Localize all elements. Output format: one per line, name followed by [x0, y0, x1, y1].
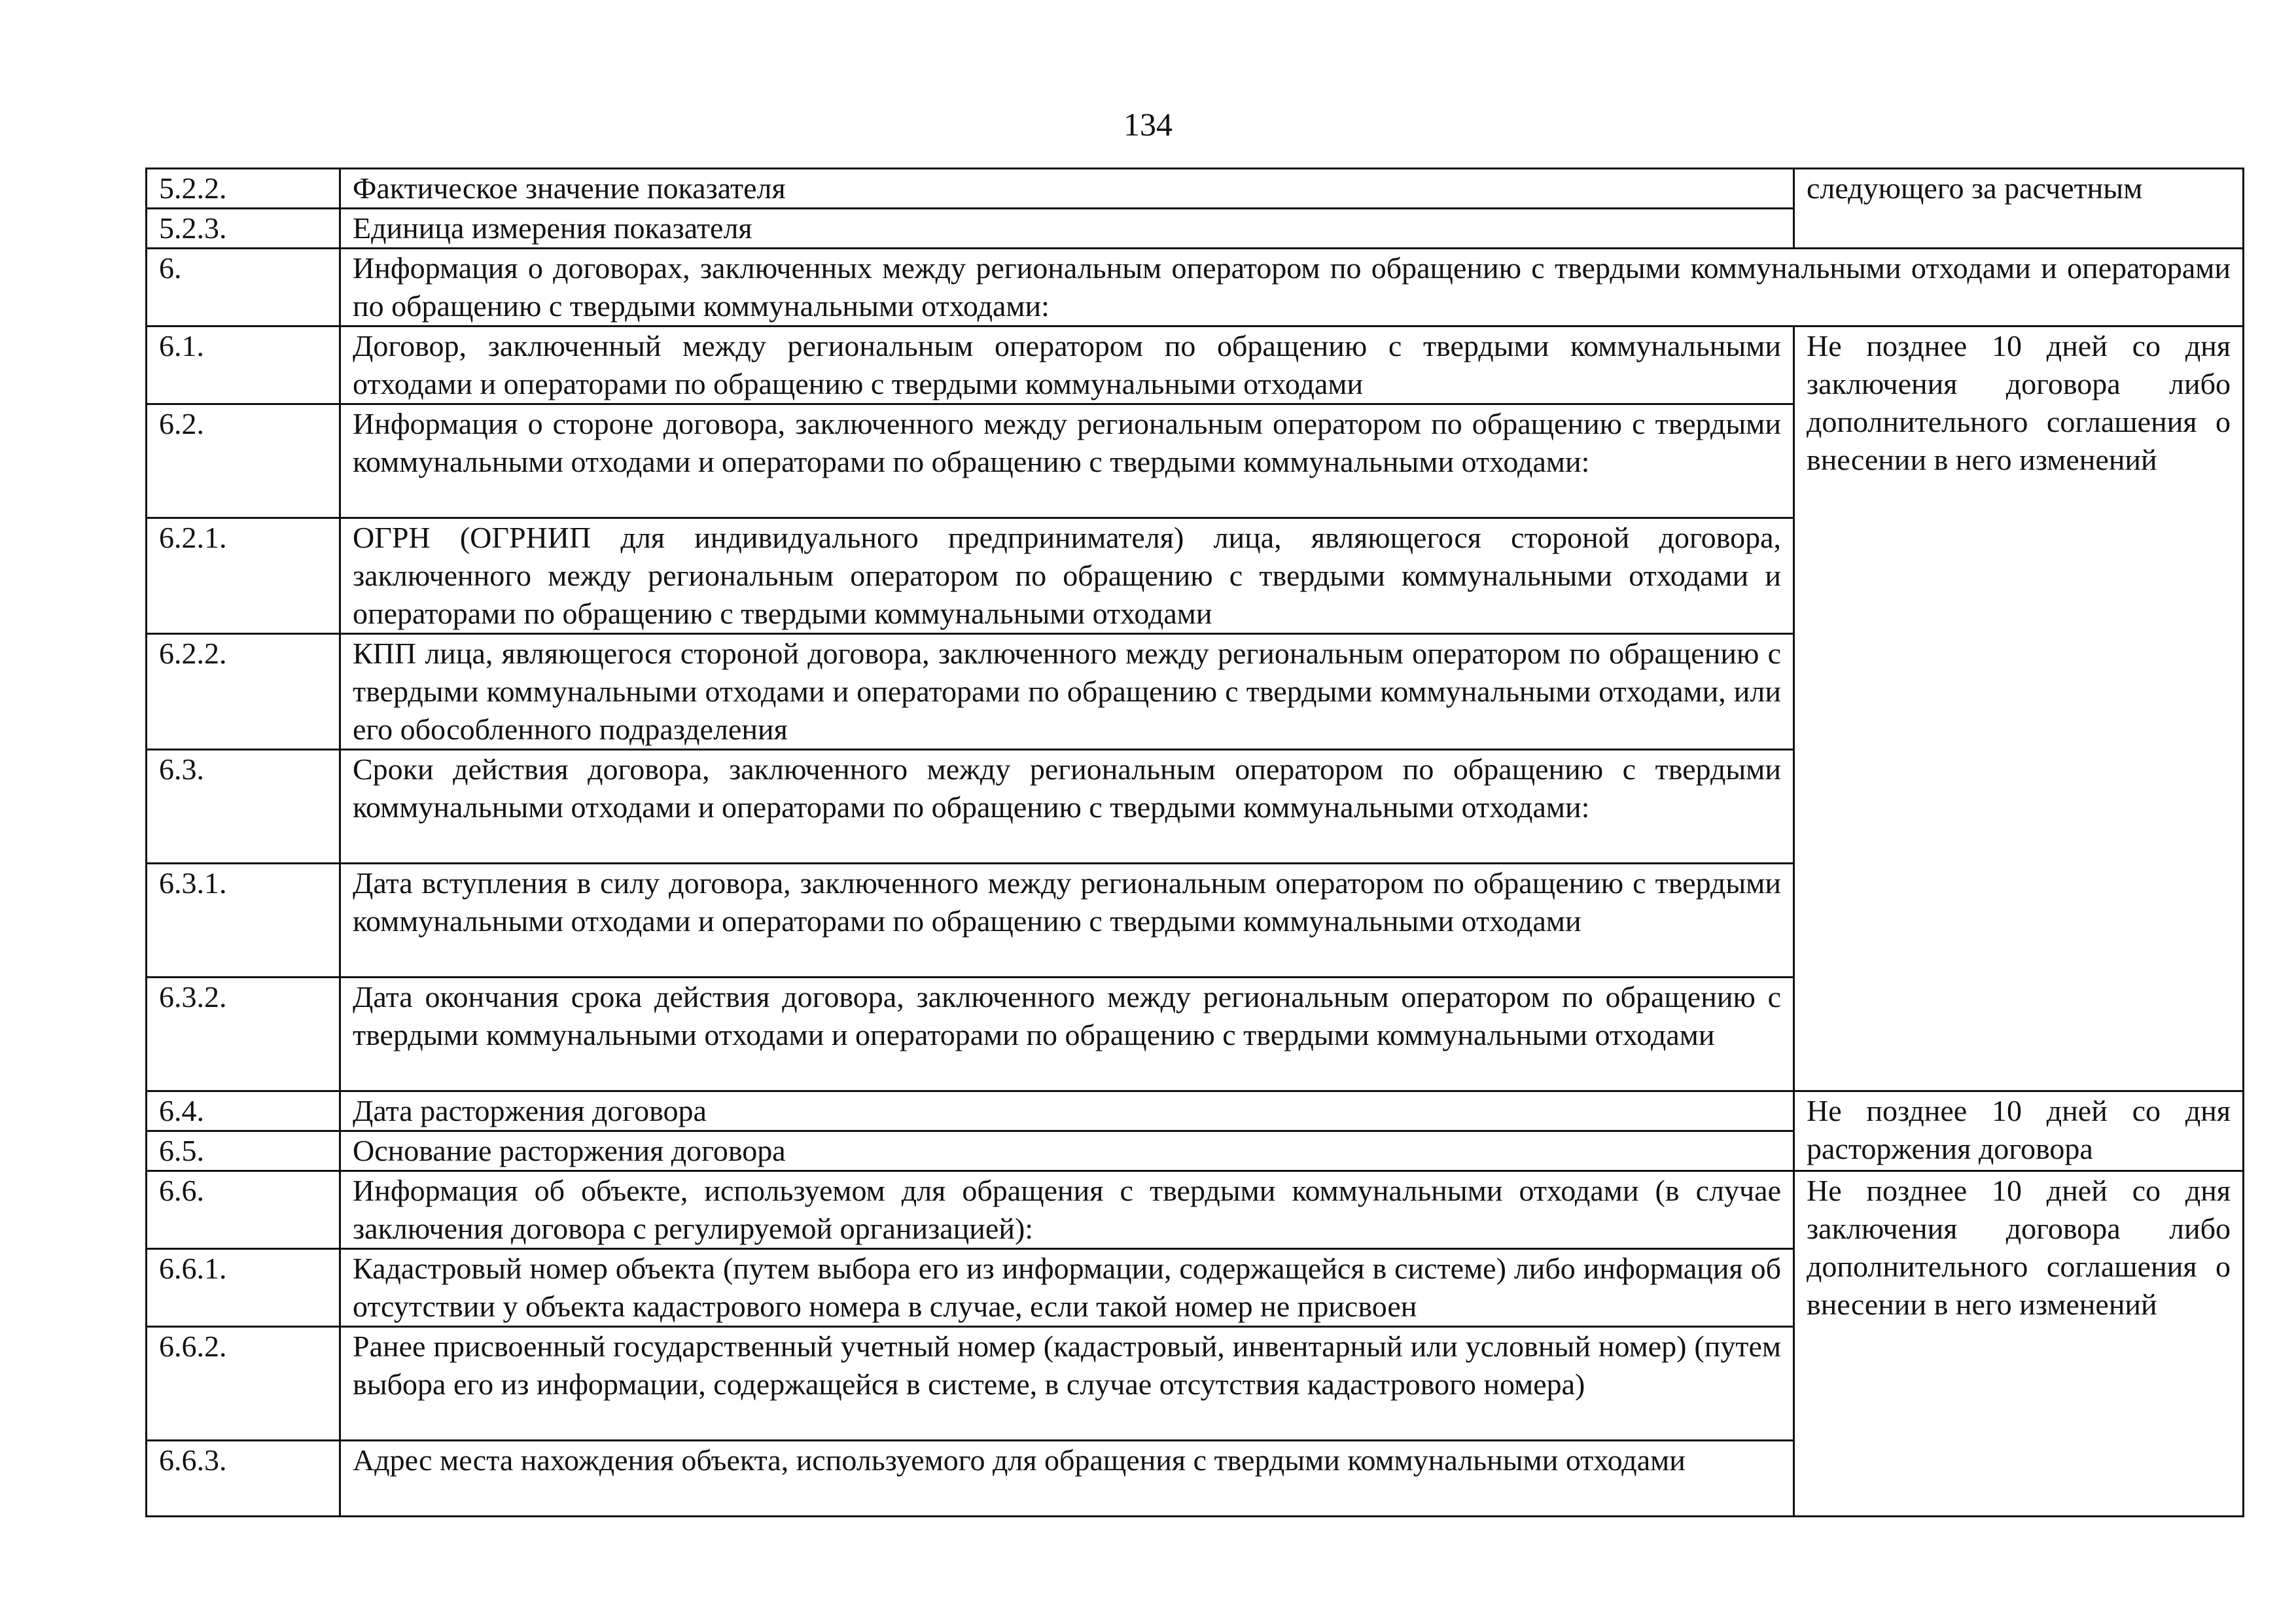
- row-number: 6.3.2.: [147, 978, 340, 1091]
- row-description: Информация о стороне договора, заключенного между региональным оператором по обращению с твердыми коммунальными отходами и операторами по обращению с твердыми коммунальными отходами:: [340, 404, 1794, 518]
- deadline-cell: Не позднее 10 дней со дня заключения договора либо дополнительного соглашения о внесении в него изменений: [1794, 326, 2244, 1091]
- deadline-cell: Не позднее 10 дней со дня расторжения договора: [1794, 1091, 2244, 1171]
- row-description: Основание расторжения договора: [340, 1131, 1794, 1171]
- deadline-cell: следующего за расчетным: [1794, 169, 2244, 249]
- row-description: Информация об объекте, используемом для обращения с твердыми коммунальными отходами (в случае заключения договора с регулируемой организацией):: [340, 1171, 1794, 1249]
- row-description: Фактическое значение показателя: [340, 169, 1794, 209]
- row-description: Адрес места нахождения объекта, используемого для обращения с твердыми коммунальными отходами: [340, 1441, 1794, 1517]
- row-number: 6.2.2.: [147, 634, 340, 750]
- row-number: 5.2.2.: [147, 169, 340, 209]
- row-number: 6.2.1.: [147, 518, 340, 634]
- row-number: 6.1.: [147, 326, 340, 404]
- row-description: Дата расторжения договора: [340, 1091, 1794, 1131]
- row-description: Информация о договорах, заключенных между региональным оператором по обращению с твердыми коммунальными отходами и операторами по обращению с твердыми коммунальными отходами:: [340, 249, 2244, 326]
- row-number: 6.3.1.: [147, 864, 340, 978]
- row-number: 6.6.2.: [147, 1327, 340, 1441]
- row-number: 6.: [147, 249, 340, 326]
- page-number: 134: [1123, 106, 1173, 143]
- row-number: 5.2.3.: [147, 209, 340, 249]
- row-number: 6.6.1.: [147, 1249, 340, 1327]
- row-description: ОГРН (ОГРНИП для индивидуального предпринимателя) лица, являющегося стороной договора, заключенного между региональным оператором по обращению с твердыми коммунальными отходами и операторами по обращению с твердыми коммунальными отходами: [340, 518, 1794, 634]
- row-description: Сроки действия договора, заключенного между региональным оператором по обращению с твердыми коммунальными отходами и операторами по обращению с твердыми коммунальными отходами:: [340, 750, 1794, 864]
- document-table: [145, 167, 2244, 1517]
- row-number: 6.6.: [147, 1171, 340, 1249]
- deadline-cell: Не позднее 10 дней со дня заключения договора либо дополнительного соглашения о внесении в него изменений: [1794, 1171, 2244, 1517]
- table-row: [147, 1171, 2244, 1249]
- table-row: [147, 169, 2244, 209]
- row-description: КПП лица, являющегося стороной договора, заключенного между региональным оператором по обращению с твердыми коммунальными отходами и операторами по обращению с твердыми коммунальными отходами, или его обособленного подразделения: [340, 634, 1794, 750]
- table-row: [147, 249, 2244, 326]
- row-description: Единица измерения показателя: [340, 209, 1794, 249]
- row-description: Дата вступления в силу договора, заключенного между региональным оператором по обращению с твердыми коммунальными отходами и операторами по обращению с твердыми коммунальными отходами: [340, 864, 1794, 978]
- row-number: 6.2.: [147, 404, 340, 518]
- row-description: Ранее присвоенный государственный учетный номер (кадастровый, инвентарный или условный номер) (путем выбора его из информации, содержащейся в системе, в случае отсутствия кадастрового номера): [340, 1327, 1794, 1441]
- row-number: 6.5.: [147, 1131, 340, 1171]
- row-number: 6.6.3.: [147, 1441, 340, 1517]
- row-description: Договор, заключенный между региональным оператором по обращению с твердыми коммунальными отходами и операторами по обращению с твердыми коммунальными отходами: [340, 326, 1794, 404]
- row-number: 6.3.: [147, 750, 340, 864]
- table-row: [147, 326, 2244, 404]
- row-description: Дата окончания срока действия договора, заключенного между региональным оператором по обращению с твердыми коммунальными отходами и операторами по обращению с твердыми коммунальными отходами: [340, 978, 1794, 1091]
- row-description: Кадастровый номер объекта (путем выбора его из информации, содержащейся в системе) либо информация об отсутствии у объекта кадастрового номера в случае, если такой номер не присвоен: [340, 1249, 1794, 1327]
- row-number: 6.4.: [147, 1091, 340, 1131]
- table-row: [147, 1091, 2244, 1131]
